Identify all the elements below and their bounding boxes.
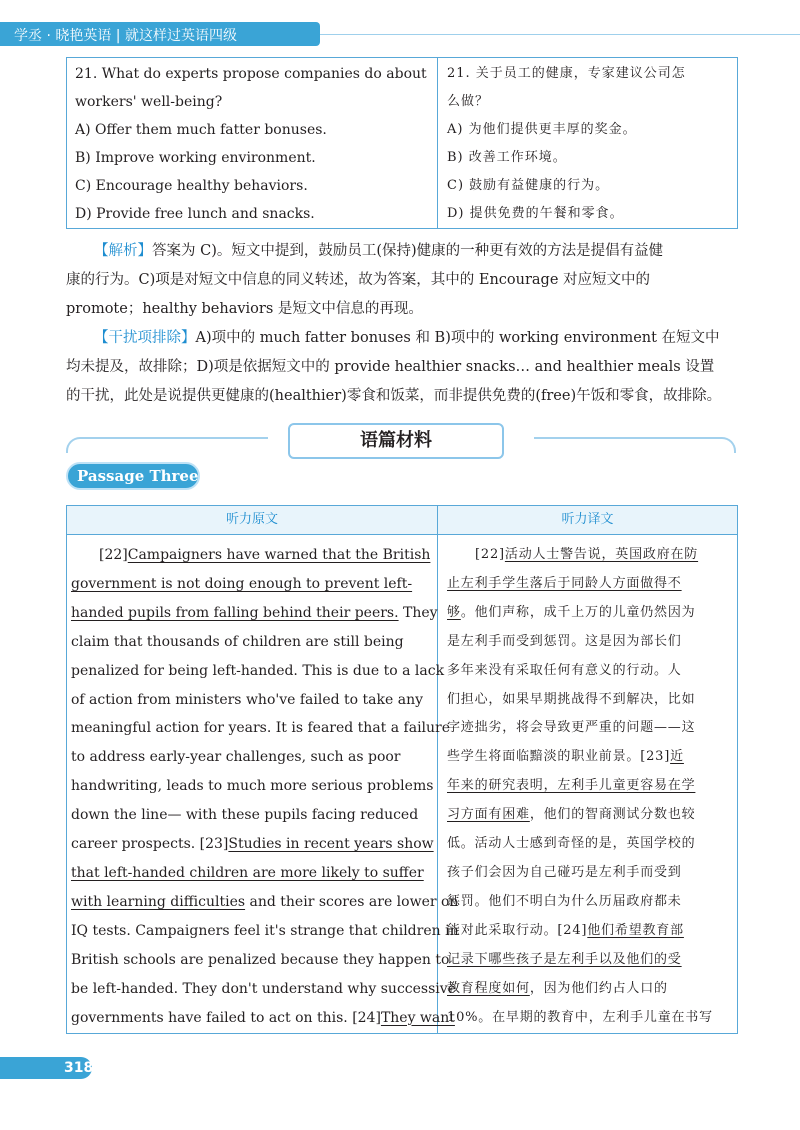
text-fragment: [22] [99, 547, 128, 563]
option-a-zh: A) 为他们提供更丰厚的奖金。 [447, 122, 637, 137]
key-sentence-fragment: 他们希望教育部 [587, 922, 684, 938]
key-sentence-fragment: Campaigners have warned that the British [127, 547, 431, 563]
question-stem-line-zh: 么做？ [447, 94, 490, 109]
analysis-line: 【解析】答案为 C)。短文中提到，鼓励员工(保持)健康的一种更有效的方法是提倡有益健 [94, 243, 664, 259]
key-sentence-fragment: 教育程度如何 [447, 980, 530, 996]
passage-line [447, 541, 733, 570]
header-rule [320, 34, 800, 35]
passage-line [447, 743, 733, 772]
option-c-zh: C) 鼓励有益健康的行为。 [447, 178, 610, 193]
text-fragment: claim that thousands of children are still being [71, 633, 404, 650]
passage-line [447, 599, 733, 628]
passage-line [447, 830, 733, 859]
text-fragment: 们担心，如果早期挑战得不到解决，比如 [447, 691, 696, 707]
passage-line [447, 570, 733, 599]
section-heading [288, 423, 504, 459]
passage-line [71, 743, 429, 772]
passage-line [447, 946, 733, 975]
text-fragment: 。他们声称，成千上万的儿童仍然因为 [460, 604, 696, 620]
passage-line [71, 830, 434, 859]
passage-line [71, 859, 429, 888]
passage-line [447, 628, 733, 657]
analysis-line: promote；healthy behaviors 是短文中信息的再现。 [66, 301, 423, 317]
key-sentence-fragment: that left-handed children are more likely to suffer [71, 864, 424, 881]
text-fragment: IQ tests. Campaigners feel it's strange that children in [71, 922, 459, 939]
question-stem-line-zh: 21. 关于员工的健康，专家建议公司怎 [447, 66, 686, 81]
header-translation: 听力译文 [561, 512, 614, 527]
text-fragment: governments have failed to act on this. [24] [71, 1009, 381, 1026]
key-sentence-fragment: Studies in recent years show [228, 836, 434, 853]
passage-line [71, 946, 450, 975]
text-fragment: and their scores are lower on [245, 893, 459, 910]
question-stem-line: workers' well-being? [75, 94, 223, 110]
option-d: D) Provide free lunch and snacks. [75, 206, 315, 222]
option-d-zh: D) 提供免费的午餐和零食。 [447, 206, 624, 221]
text-fragment: 是左利手而受到惩罚。这是因为部长们 [447, 633, 682, 649]
passage-line [447, 917, 733, 946]
passage-label: Passage Three [77, 467, 199, 485]
text-fragment: career prospects. [23] [71, 836, 229, 853]
key-sentence-fragment: They want [380, 1009, 455, 1026]
passage-line [447, 859, 733, 888]
passage-badge [66, 462, 200, 490]
question-table [66, 57, 738, 229]
passage-line [71, 888, 459, 917]
text-fragment: penalized for being left-handed. This is due to a lack [71, 662, 445, 679]
passage-line [447, 772, 733, 801]
text-fragment: 多年来没有采取任何有意义的行动。人 [447, 662, 682, 678]
passage-line [447, 1004, 733, 1033]
option-b-zh: B) 改善工作环境。 [447, 150, 567, 165]
text-fragment: 些学生将面临黯淡的职业前景。[23] [447, 749, 671, 765]
option-c: C) Encourage healthy behaviors. [75, 178, 308, 194]
question-chinese-column [447, 60, 731, 228]
passage-line [71, 1004, 455, 1033]
text-fragment: They [398, 604, 438, 621]
option-b: B) Improve working environment. [75, 150, 316, 166]
key-sentence-fragment: 习方面有困难 [447, 807, 530, 823]
text-fragment: [22] [475, 547, 505, 562]
passage-line [447, 801, 733, 830]
passage-line [447, 714, 733, 743]
passage-line [71, 917, 459, 946]
text-fragment: 孩子们会因为自己碰巧是左利手而受到 [447, 864, 682, 880]
text-fragment: down the line— with these pupils facing reduced [71, 807, 419, 824]
running-header-title: 学丞 · 晓艳英语 | 就这样过英语四级 [14, 28, 237, 44]
text-fragment: 惩罚。他们不明白为什么历届政府都未 [447, 893, 682, 909]
key-sentence-fragment: 活动人士警告说，英国政府在防 [504, 547, 699, 562]
passage-table [66, 505, 738, 1034]
passage-line [71, 714, 451, 743]
section-title: 语篇材料 [360, 430, 432, 451]
passage-line [71, 657, 445, 686]
text-fragment: 低。活动人士感到奇怪的是，英国学校的 [447, 836, 696, 852]
text-fragment: 10%。在早期的教育中，左利手儿童在书写 [447, 1009, 713, 1025]
distractor-line: 的干扰，此处是说提供更健康的(healthier)零食和饭菜，而非提供免费的(free)午饭和零食，故排除。 [66, 388, 722, 404]
key-sentence-fragment: 年来的研究表明，左利手儿童更容易在学 [447, 778, 696, 794]
column-divider [437, 58, 438, 228]
text-fragment: ，因为他们约占人口的 [529, 980, 668, 996]
analysis-line: 康的行为。C)项是对短文中信息的同义转述，故为答案，其中的 Encourage 对应短文中的 [66, 272, 651, 288]
key-sentence-fragment: 够 [447, 604, 461, 620]
text-fragment: handwriting, leads to much more serious problems [71, 778, 434, 795]
passage-line [447, 975, 733, 1004]
option-a: A) Offer them much fatter bonuses. [75, 122, 327, 138]
text-fragment: British schools are penalized because they happen to [71, 951, 450, 968]
key-sentence-fragment: 近 [670, 749, 684, 765]
passage-line [71, 801, 429, 830]
passage-line [71, 599, 438, 628]
text-fragment: of action from ministers who've failed to take any [71, 691, 424, 708]
distractor-line: 【干扰项排除】A)项中的 much fatter bonuses 和 B)项中的 working environment 在短文中 [94, 330, 720, 346]
distractor-line: 均未提及，故排除；D)项是依据短文中的 provide healthier snacks… and healthier meals 设置 [66, 359, 715, 375]
key-sentence-fragment: government is not doing enough to prevent left- [71, 575, 413, 592]
passage-chinese-text [447, 541, 733, 1032]
passage-english-text [71, 541, 459, 1032]
passage-line [447, 686, 733, 715]
question-stem-line: 21. What do experts propose companies do about [75, 66, 427, 82]
text-fragment: 能对此采取行动。[24] [447, 922, 588, 938]
passage-line [71, 541, 429, 570]
passage-line [71, 772, 434, 801]
answer-analysis [66, 237, 736, 411]
key-sentence-fragment: with learning difficulties [71, 893, 246, 910]
passage-line [447, 888, 733, 917]
running-header [0, 22, 320, 46]
question-english-column [75, 60, 433, 228]
key-sentence-fragment: handed pupils from falling behind their peers. [71, 604, 399, 621]
text-fragment: meaningful action for years. It is feared that a failure [71, 720, 451, 737]
passage-line [71, 570, 429, 599]
key-sentence-fragment: 止左利手学生落后于同龄人方面做得不 [447, 575, 682, 591]
text-fragment: 字迹拙劣，将会导致更严重的问题——这 [447, 720, 696, 736]
text-fragment: be left-handed. They don't understand why successive [71, 980, 456, 997]
text-fragment: ，他们的智商测试分数也较 [529, 807, 696, 823]
text-fragment: to address early-year challenges, such as poor [71, 749, 401, 766]
passage-table-header [67, 506, 737, 535]
analysis-tag: 【解析】 [94, 243, 152, 259]
passage-line [447, 657, 733, 686]
passage-line [71, 975, 456, 1004]
passage-line [71, 686, 429, 715]
passage-line [71, 628, 429, 657]
key-sentence-fragment: 记录下哪些孩子是左利手以及他们的受 [447, 951, 682, 967]
header-original-text: 听力原文 [225, 512, 278, 527]
page-number-badge [0, 1057, 92, 1079]
page-number: 318 [64, 1060, 94, 1076]
distractor-tag: 【干扰项排除】 [94, 330, 196, 346]
